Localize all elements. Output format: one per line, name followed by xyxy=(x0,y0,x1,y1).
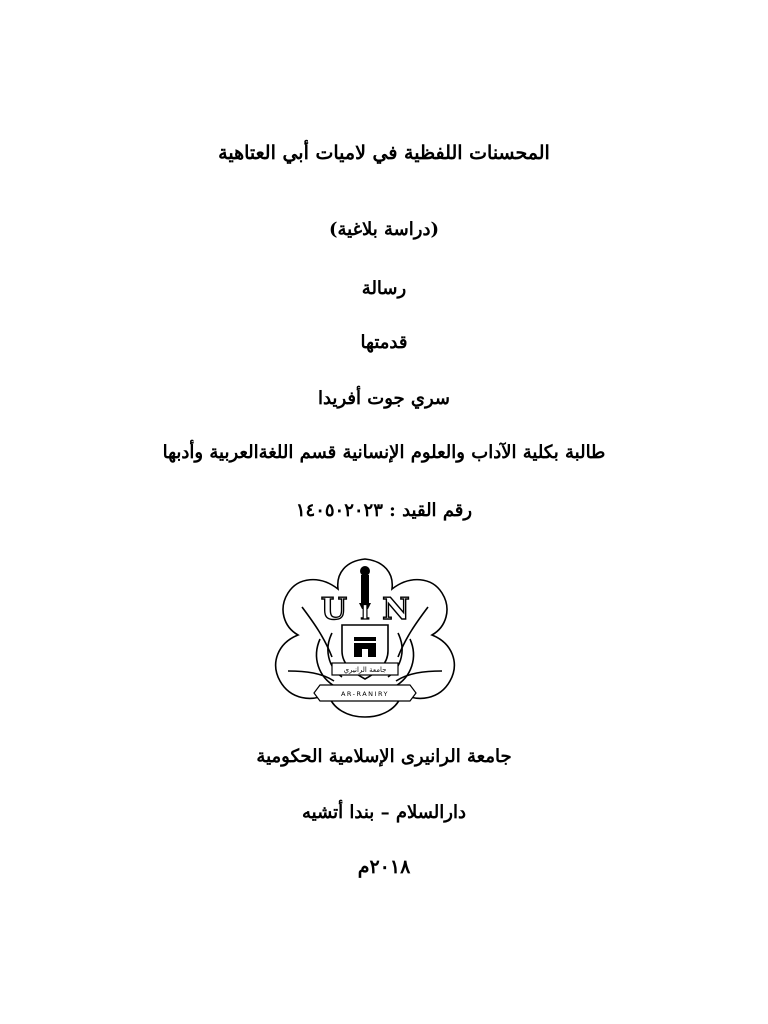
department-line: طالبة بكلية الآداب والعلوم الإنسانية قسم اللغةالعربية وأدبها xyxy=(162,442,606,463)
university-name: جامعة الرانيرى الإسلامية الحكومية xyxy=(256,746,512,767)
university-logo xyxy=(262,553,468,719)
document-type: رسالة xyxy=(361,278,407,299)
svg-text:U: U xyxy=(320,592,348,627)
submitted-by-label: قدمتها xyxy=(360,332,408,353)
svg-text:AR-RANIRY: AR-RANIRY xyxy=(340,690,390,698)
svg-text:جامعة الرانيري: جامعة الرانيري xyxy=(343,666,387,674)
registration-number xyxy=(0,500,768,521)
svg-text:I: I xyxy=(360,600,370,624)
year-line xyxy=(0,856,768,878)
thesis-subtitle: (دراسة بلاغية) xyxy=(329,219,439,240)
year-suffix: م xyxy=(357,856,370,878)
registration-label: رقم القيد : xyxy=(389,500,473,521)
year-number: ٢٠١٨ xyxy=(369,856,411,878)
author-name: سري جوت أفريدا xyxy=(317,388,450,409)
svg-text:N: N xyxy=(382,592,410,627)
thesis-title: المحسنات اللفظية في لاميات أبي العتاهية xyxy=(218,142,550,164)
city-line: دارالسلام – بندا أتشيه xyxy=(302,802,466,823)
registration-value: ١٤٠٥٠٢٠٢٣ xyxy=(295,500,383,521)
